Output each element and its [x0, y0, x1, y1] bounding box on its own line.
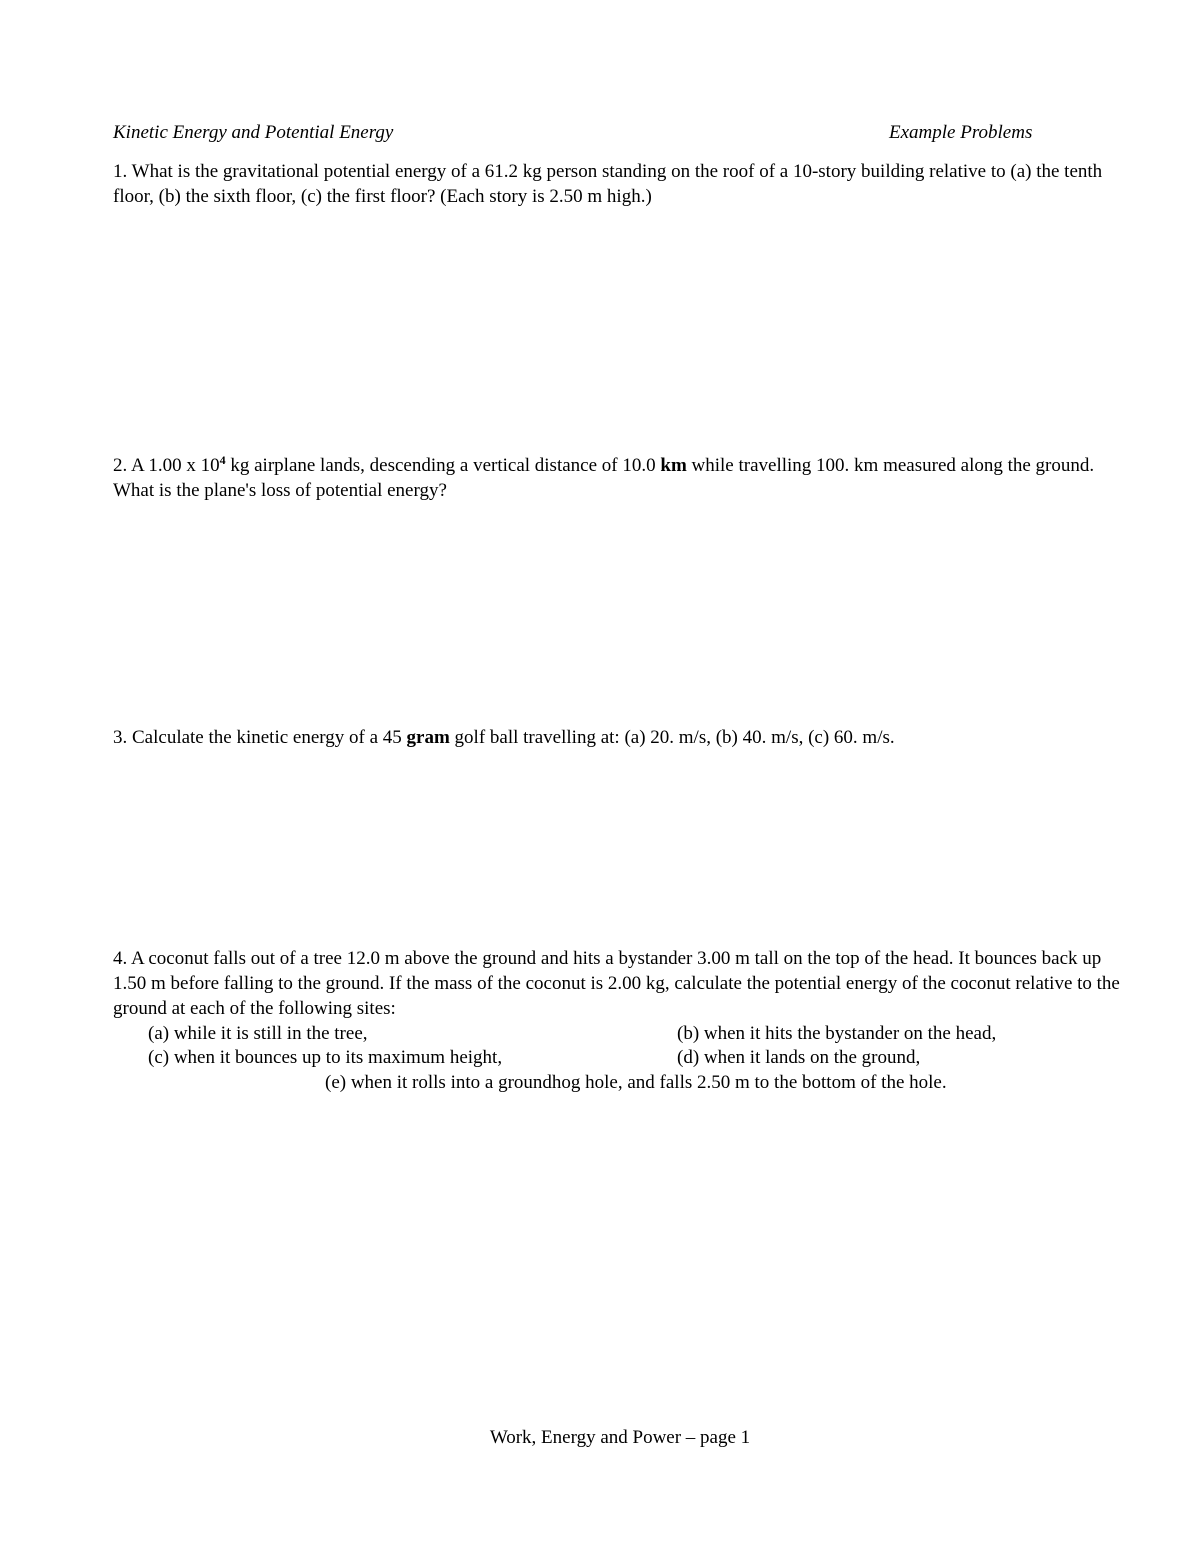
question-4 [113, 946, 1133, 1021]
header-title: Kinetic Energy and Potential Energy [113, 122, 394, 143]
page-footer: Work, Energy and Power – page 1 [489, 1427, 751, 1448]
question-4-option-c: (c) when it bounces up to its maximum height, [148, 1047, 503, 1068]
question-2-bold-unit: km [660, 455, 687, 476]
question-2-exponent: 4 [219, 453, 226, 467]
question-2 [113, 453, 1133, 503]
question-2-part1: 2. A 1.00 x 10 [113, 455, 220, 476]
question-4-option-a: (a) while it is still in the tree, [148, 1023, 368, 1044]
question-4-option-e: (e) when it rolls into a groundhog hole, and falls 2.50 m to the bottom of the hole. [325, 1072, 947, 1093]
question-4-option-b: (b) when it hits the bystander on the head, [677, 1023, 997, 1044]
question-4-text: 4. A coconut falls out of a tree 12.0 m above the ground and hits a bystander 3.00 m tall on the top of the head. It bounces back up 1.50 m before falling to the ground. If the mass of the coconut is 2.00 kg, calculate the potential energy of the coconut relative to the ground at each of the following sites: [113, 948, 1120, 1019]
question-1 [113, 159, 1133, 209]
question-2-part3: while travelling 100. km measured along the ground. What is the plane's loss of potential energy? [113, 455, 1095, 501]
question-2-part2: kg airplane lands, descending a vertical distance of 10.0 [225, 455, 661, 476]
question-3-part2: golf ball travelling at: (a) 20. m/s, (b) 40. m/s, (c) 60. m/s. [449, 727, 895, 748]
question-4-option-d: (d) when it lands on the ground, [677, 1047, 921, 1068]
question-2-text [113, 453, 1133, 503]
question-1-text: 1. What is the gravitational potential energy of a 61.2 kg person standing on the roof of a 10-story building relative to (a) the tenth floor, (b) the sixth floor, (c) the first floor? (Each story is 2.50 m high.) [113, 161, 1103, 207]
page-header [113, 120, 1053, 146]
header-subtitle: Example Problems [889, 122, 1033, 143]
question-3 [113, 725, 1133, 750]
question-3-part1: 3. Calculate the kinetic energy of a 45 [113, 727, 407, 748]
question-3-text [113, 725, 1133, 750]
question-3-bold-unit: gram [406, 727, 450, 748]
